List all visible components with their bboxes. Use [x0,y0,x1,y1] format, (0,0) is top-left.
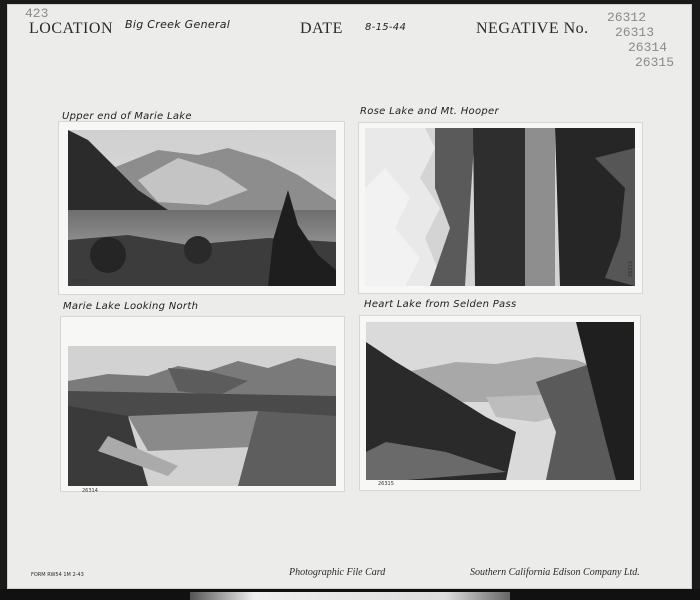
footer-center: Photographic File Card [289,567,386,578]
photo-neg-number: 26313 [628,261,635,277]
photo-marie-lake-north [68,346,336,494]
location-label: LOCATION [29,20,113,37]
negative-number: 26312 [607,10,647,25]
photo-rose-lake [365,128,635,286]
photo-heart-lake [366,322,634,487]
date-label: DATE [300,20,343,37]
negative-number: 26315 [635,55,675,70]
negative-number: 26314 [628,40,668,55]
film-edge [0,589,700,600]
photo-neg-number: 26312 [72,279,88,285]
photo-caption: Upper end of Marie Lake [62,111,192,122]
file-card [7,4,692,589]
photo-caption: Heart Lake from Selden Pass [364,299,517,310]
photo-neg-number: 26314 [82,488,98,494]
photo-marie-lake-upper [68,130,336,286]
form-code: FORM RW54 1M 2-43 [31,572,84,578]
footer-right: Southern California Edison Company Ltd. [470,567,640,578]
date-value: 8-15-44 [365,22,407,33]
location-value: Big Creek General [125,18,231,31]
negative-number: 26313 [615,25,655,40]
photo-neg-number: 26315 [378,481,394,487]
film-edge-bar [190,592,510,600]
photo-caption: Rose Lake and Mt. Hooper [360,106,499,117]
photo-caption: Marie Lake Looking North [63,301,199,312]
card-number-stamp: 423 [25,6,49,21]
negative-label: NEGATIVE No. [476,20,589,37]
